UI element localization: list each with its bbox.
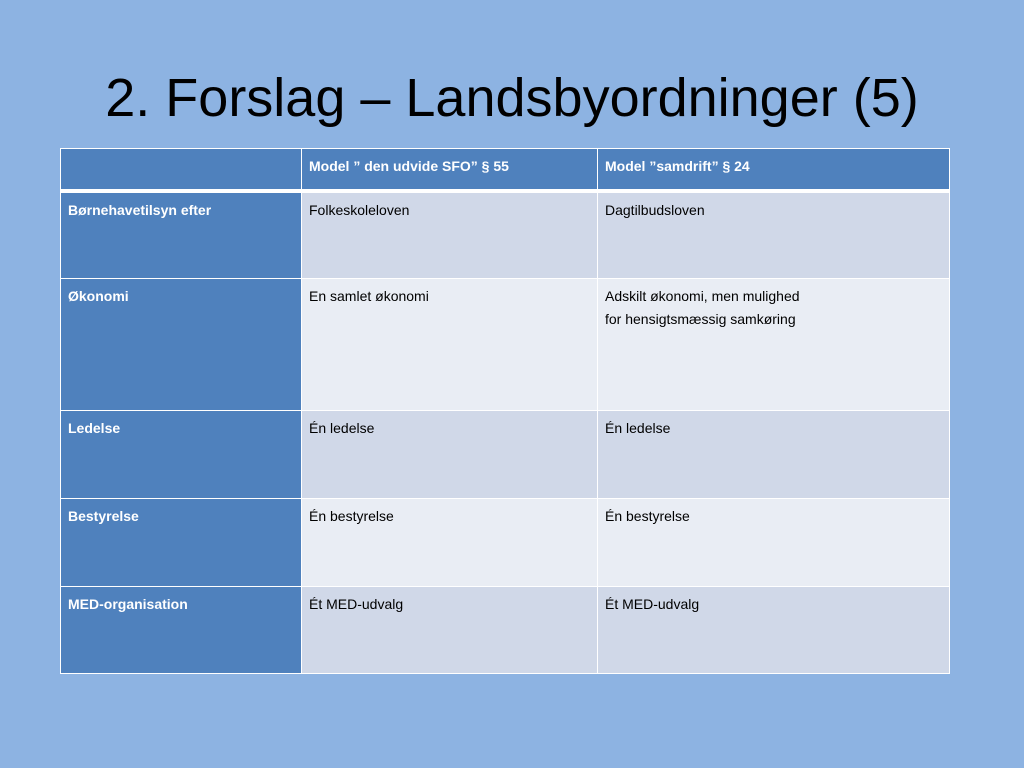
table-cell	[302, 191, 598, 279]
cell-text: Ét MED-udvalg	[605, 596, 700, 612]
table-cell	[598, 191, 950, 279]
table-cell	[302, 587, 598, 674]
table-row	[61, 191, 950, 279]
cell-text: Én bestyrelse	[309, 508, 394, 524]
comparison-table	[60, 148, 950, 674]
table-cell	[598, 587, 950, 674]
table-row	[61, 411, 950, 499]
table-cell	[598, 279, 950, 411]
cell-text: Én ledelse	[605, 420, 671, 436]
table-cell	[302, 279, 598, 411]
header-model-samdrift: Model ”samdrift” § 24	[598, 149, 950, 191]
cell-text: Folkeskoleloven	[309, 201, 410, 218]
table-cell	[598, 499, 950, 587]
slide-title: 2. Forslag – Landsbyordninger (5)	[105, 68, 919, 128]
table-row	[61, 499, 950, 587]
cell-text: Adskilt økonomi, men mulighed	[605, 288, 800, 304]
table-row	[61, 279, 950, 411]
cell-text: Én bestyrelse	[605, 508, 690, 524]
row-label: Bestyrelse	[61, 499, 302, 587]
row-label: Børnehavetilsyn efter	[61, 191, 302, 279]
table-header-row	[61, 149, 950, 191]
table-cell	[302, 499, 598, 587]
cell-text: for hensigtsmæssig samkøring	[605, 311, 796, 327]
cell-text: En samlet økonomi	[309, 288, 429, 304]
cell-text: Én ledelse	[309, 420, 375, 436]
row-label: MED-organisation	[61, 587, 302, 674]
table-cell	[302, 411, 598, 499]
row-label: Ledelse	[61, 411, 302, 499]
table-cell	[598, 411, 950, 499]
cell-text: Ét MED-udvalg	[309, 596, 404, 612]
table-row	[61, 587, 950, 674]
cell-text: Dagtilbudsloven	[605, 201, 705, 218]
header-model-sfo: Model ” den udvide SFO” § 55	[302, 149, 598, 191]
header-empty-cell	[61, 149, 302, 191]
row-label: Økonomi	[61, 279, 302, 411]
